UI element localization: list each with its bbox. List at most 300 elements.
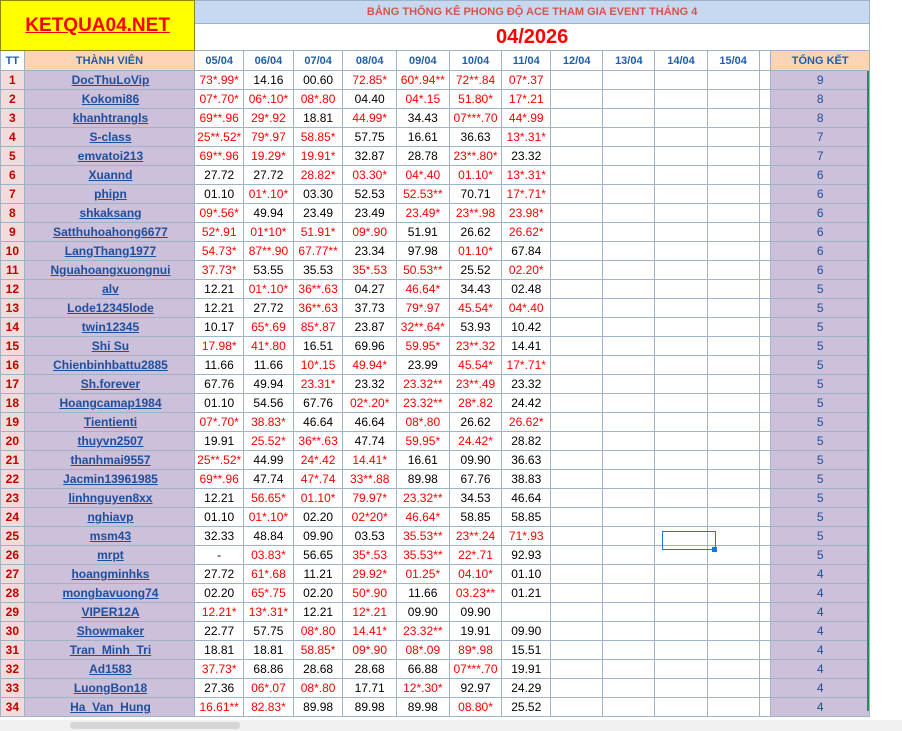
result-cell[interactable]: 23.31* (293, 375, 343, 394)
result-cell[interactable]: 67.84 (502, 242, 551, 261)
result-cell[interactable]: 23.99 (396, 356, 449, 375)
result-cell[interactable]: 23.49* (396, 204, 449, 223)
result-cell[interactable]: 08*.80 (293, 90, 343, 109)
empty-cell[interactable] (655, 109, 707, 128)
result-cell[interactable]: 07***.70 (449, 109, 502, 128)
result-cell[interactable]: 14.41* (343, 622, 397, 641)
result-cell[interactable]: 32.87 (343, 147, 397, 166)
empty-cell[interactable] (603, 147, 655, 166)
result-cell[interactable]: 36**.63 (293, 432, 343, 451)
member-name-link[interactable]: S-class (24, 128, 195, 147)
empty-cell[interactable] (655, 166, 707, 185)
empty-cell[interactable] (707, 394, 759, 413)
result-cell[interactable]: 34.43 (449, 280, 502, 299)
result-cell[interactable]: 01.25* (396, 565, 449, 584)
result-cell[interactable]: 09.90 (449, 451, 502, 470)
empty-cell[interactable] (707, 470, 759, 489)
result-cell[interactable]: 01*10* (244, 223, 294, 242)
total-score[interactable]: 5 (771, 489, 870, 508)
empty-cell[interactable] (551, 280, 603, 299)
total-score[interactable]: 4 (771, 698, 870, 717)
empty-cell[interactable] (707, 318, 759, 337)
result-cell[interactable]: 36**.63 (293, 299, 343, 318)
result-cell[interactable]: 08*.09 (396, 641, 449, 660)
result-cell[interactable]: 58.85* (293, 128, 343, 147)
result-cell[interactable]: 02.20 (195, 584, 244, 603)
result-cell[interactable]: 32**.64* (396, 318, 449, 337)
empty-cell[interactable] (551, 356, 603, 375)
result-cell[interactable]: 01.10* (293, 489, 343, 508)
result-cell[interactable]: 23.32 (343, 375, 397, 394)
result-cell[interactable]: 09*.56* (195, 204, 244, 223)
total-score[interactable]: 4 (771, 584, 870, 603)
empty-cell[interactable] (707, 679, 759, 698)
result-cell[interactable]: 26.62 (449, 223, 502, 242)
result-cell[interactable]: 44*.99 (502, 109, 551, 128)
empty-cell[interactable] (603, 90, 655, 109)
result-cell[interactable]: 03.30 (293, 185, 343, 204)
result-cell[interactable]: 01.10 (195, 508, 244, 527)
result-cell[interactable]: 38.83* (244, 413, 294, 432)
result-cell[interactable]: 23.49 (343, 204, 397, 223)
result-cell[interactable]: 02*.20* (343, 394, 397, 413)
empty-cell[interactable] (551, 299, 603, 318)
result-cell[interactable]: 59.95* (396, 432, 449, 451)
result-cell[interactable]: 08*.80 (293, 622, 343, 641)
empty-cell[interactable] (603, 109, 655, 128)
empty-cell[interactable] (551, 622, 603, 641)
total-score[interactable]: 6 (771, 242, 870, 261)
result-cell[interactable]: 17*.71* (502, 185, 551, 204)
result-cell[interactable]: 69**.96 (195, 147, 244, 166)
result-cell[interactable]: 27.72 (195, 166, 244, 185)
member-name-link[interactable]: VIPER12A (24, 603, 195, 622)
result-cell[interactable]: 23.32** (396, 375, 449, 394)
member-name-link[interactable]: Shi Su (24, 337, 195, 356)
total-score[interactable]: 6 (771, 185, 870, 204)
total-score[interactable]: 4 (771, 603, 870, 622)
result-cell[interactable]: 23.32** (396, 489, 449, 508)
result-cell[interactable]: 50*.90 (343, 584, 397, 603)
empty-cell[interactable] (707, 204, 759, 223)
result-cell[interactable]: 15.51 (502, 641, 551, 660)
result-cell[interactable]: 23**.98 (449, 204, 502, 223)
result-cell[interactable]: 14.16 (244, 71, 294, 90)
result-cell[interactable]: 37.73* (195, 660, 244, 679)
empty-cell[interactable] (603, 679, 655, 698)
empty-cell[interactable] (551, 223, 603, 242)
member-name-link[interactable]: shkaksang (24, 204, 195, 223)
result-cell[interactable]: 37.73* (195, 261, 244, 280)
result-cell[interactable]: 12.21 (195, 299, 244, 318)
empty-cell[interactable] (551, 394, 603, 413)
result-cell[interactable]: 01*.10* (244, 185, 294, 204)
empty-cell[interactable] (655, 584, 707, 603)
empty-cell[interactable] (551, 451, 603, 470)
result-cell[interactable]: 54.56 (244, 394, 294, 413)
empty-cell[interactable] (655, 508, 707, 527)
result-cell[interactable]: 66.88 (396, 660, 449, 679)
total-score[interactable]: 9 (771, 71, 870, 90)
empty-cell[interactable] (655, 204, 707, 223)
result-cell[interactable]: 61*.68 (244, 565, 294, 584)
result-cell[interactable]: 22.77 (195, 622, 244, 641)
result-cell[interactable]: 51.91 (396, 223, 449, 242)
member-name-link[interactable]: linhnguyen8xx (24, 489, 195, 508)
empty-cell[interactable] (655, 337, 707, 356)
result-cell[interactable]: 07*.70* (195, 413, 244, 432)
empty-cell[interactable] (707, 261, 759, 280)
empty-cell[interactable] (655, 90, 707, 109)
result-cell[interactable]: 67.76 (449, 470, 502, 489)
result-cell[interactable]: 67.76 (195, 375, 244, 394)
total-score[interactable]: 8 (771, 90, 870, 109)
result-cell[interactable]: 06*.07 (244, 679, 294, 698)
result-cell[interactable]: 01.10* (449, 242, 502, 261)
total-score[interactable]: 4 (771, 565, 870, 584)
result-cell[interactable]: 07*.37 (502, 71, 551, 90)
result-cell[interactable]: 32.33 (195, 527, 244, 546)
empty-cell[interactable] (551, 337, 603, 356)
result-cell[interactable]: 16.61 (396, 128, 449, 147)
result-cell[interactable]: 85*.87 (293, 318, 343, 337)
empty-cell[interactable] (655, 660, 707, 679)
result-cell[interactable]: 53.93 (449, 318, 502, 337)
empty-cell[interactable] (551, 147, 603, 166)
total-score[interactable]: 8 (771, 109, 870, 128)
result-cell[interactable]: 04*.15 (396, 90, 449, 109)
result-cell[interactable]: 46.64 (293, 413, 343, 432)
result-cell[interactable]: 51.91* (293, 223, 343, 242)
total-score[interactable]: 5 (771, 318, 870, 337)
result-cell[interactable]: 04*.40 (396, 166, 449, 185)
result-cell[interactable]: 17.71 (343, 679, 397, 698)
member-name-link[interactable]: alv (24, 280, 195, 299)
empty-cell[interactable] (707, 299, 759, 318)
empty-cell[interactable] (551, 166, 603, 185)
result-cell[interactable]: 27.72 (244, 299, 294, 318)
empty-cell[interactable] (655, 641, 707, 660)
member-name-link[interactable]: thanhmai9557 (24, 451, 195, 470)
member-name-link[interactable]: khanhtrangls (24, 109, 195, 128)
empty-cell[interactable] (707, 375, 759, 394)
empty-cell[interactable] (707, 90, 759, 109)
empty-cell[interactable] (707, 166, 759, 185)
result-cell[interactable]: 01.10 (195, 394, 244, 413)
result-cell[interactable]: 45.54* (449, 299, 502, 318)
result-cell[interactable]: 24.42* (449, 432, 502, 451)
result-cell[interactable]: 10.17 (195, 318, 244, 337)
empty-cell[interactable] (603, 622, 655, 641)
result-cell[interactable]: 29*.92 (244, 109, 294, 128)
total-score[interactable]: 5 (771, 337, 870, 356)
result-cell[interactable]: 46.64 (502, 489, 551, 508)
result-cell[interactable]: 28.78 (396, 147, 449, 166)
total-score[interactable]: 5 (771, 527, 870, 546)
empty-cell[interactable] (603, 641, 655, 660)
total-score[interactable]: 4 (771, 660, 870, 679)
result-cell[interactable]: 03.30* (343, 166, 397, 185)
result-cell[interactable]: 53.55 (244, 261, 294, 280)
result-cell[interactable]: 11.66 (396, 584, 449, 603)
result-cell[interactable]: 69**.96 (195, 109, 244, 128)
empty-cell[interactable] (551, 375, 603, 394)
result-cell[interactable]: 65*.69 (244, 318, 294, 337)
result-cell[interactable]: 70.71 (449, 185, 502, 204)
result-cell[interactable]: 22*.71 (449, 546, 502, 565)
result-cell[interactable]: 08.80* (449, 698, 502, 717)
result-cell[interactable]: 47*.74 (293, 470, 343, 489)
result-cell[interactable]: 79*.97 (244, 128, 294, 147)
result-cell[interactable]: 45.54* (449, 356, 502, 375)
total-score[interactable]: 7 (771, 128, 870, 147)
result-cell[interactable]: 02.20* (502, 261, 551, 280)
empty-cell[interactable] (603, 470, 655, 489)
total-score[interactable]: 7 (771, 147, 870, 166)
result-cell[interactable]: 25**.52* (195, 128, 244, 147)
result-cell[interactable]: 18.81 (195, 641, 244, 660)
result-cell[interactable]: 92.93 (502, 546, 551, 565)
empty-cell[interactable] (603, 299, 655, 318)
empty-cell[interactable] (551, 546, 603, 565)
result-cell[interactable]: 10*.15 (293, 356, 343, 375)
result-cell[interactable]: 72.85* (343, 71, 397, 90)
result-cell[interactable]: 51.80* (449, 90, 502, 109)
result-cell[interactable]: 01*.10* (244, 280, 294, 299)
result-cell[interactable]: 02.20 (293, 584, 343, 603)
result-cell[interactable]: 24.42 (502, 394, 551, 413)
empty-cell[interactable] (551, 432, 603, 451)
result-cell[interactable]: 17.98* (195, 337, 244, 356)
result-cell[interactable]: 23.98* (502, 204, 551, 223)
member-name-link[interactable]: Satthuhoahong6677 (24, 223, 195, 242)
empty-cell[interactable] (551, 508, 603, 527)
result-cell[interactable]: 12.21* (195, 603, 244, 622)
result-cell[interactable]: 35.53 (293, 261, 343, 280)
result-cell[interactable]: 23**.49 (449, 375, 502, 394)
result-cell[interactable]: 72**.84 (449, 71, 502, 90)
result-cell[interactable]: 28.82 (502, 432, 551, 451)
result-cell[interactable]: 54.73* (195, 242, 244, 261)
result-cell[interactable]: 03.23** (449, 584, 502, 603)
result-cell[interactable]: 19.91 (195, 432, 244, 451)
empty-cell[interactable] (707, 71, 759, 90)
result-cell[interactable]: 92.97 (449, 679, 502, 698)
empty-cell[interactable] (603, 71, 655, 90)
result-cell[interactable]: 73*.99* (195, 71, 244, 90)
result-cell[interactable]: 59.95* (396, 337, 449, 356)
empty-cell[interactable] (707, 508, 759, 527)
total-score[interactable]: 5 (771, 546, 870, 565)
empty-cell[interactable] (551, 204, 603, 223)
empty-cell[interactable] (551, 318, 603, 337)
member-name-link[interactable]: mongbavuong74 (24, 584, 195, 603)
result-cell[interactable]: 48.84 (244, 527, 294, 546)
result-cell[interactable]: 19.91 (502, 660, 551, 679)
result-cell[interactable]: 46.64* (396, 280, 449, 299)
empty-cell[interactable] (603, 546, 655, 565)
empty-cell[interactable] (551, 242, 603, 261)
empty-cell[interactable] (603, 660, 655, 679)
result-cell[interactable]: 25.52 (502, 698, 551, 717)
empty-cell[interactable] (707, 451, 759, 470)
result-cell[interactable]: 25.52* (244, 432, 294, 451)
result-cell[interactable]: 69**.96 (195, 470, 244, 489)
result-cell[interactable]: 16.51 (293, 337, 343, 356)
result-cell[interactable]: 18.81 (293, 109, 343, 128)
result-cell[interactable]: 34.53 (449, 489, 502, 508)
empty-cell[interactable] (551, 470, 603, 489)
result-cell[interactable]: 14.41* (343, 451, 397, 470)
total-score[interactable]: 6 (771, 204, 870, 223)
result-cell[interactable]: 87**.90 (244, 242, 294, 261)
result-cell[interactable]: 16.61 (396, 451, 449, 470)
result-cell[interactable]: 49.94 (244, 375, 294, 394)
empty-cell[interactable] (603, 451, 655, 470)
result-cell[interactable]: 09*.90 (343, 641, 397, 660)
result-cell[interactable]: 09*.90 (343, 223, 397, 242)
result-cell[interactable]: 52.53 (343, 185, 397, 204)
total-score[interactable]: 4 (771, 679, 870, 698)
result-cell[interactable]: 25**.52* (195, 451, 244, 470)
member-name-link[interactable]: Hoangcamap1984 (24, 394, 195, 413)
result-cell[interactable]: 57.75 (244, 622, 294, 641)
empty-cell[interactable] (655, 375, 707, 394)
brand-logo[interactable]: KETQUA04.NET (1, 1, 195, 51)
empty-cell[interactable] (603, 166, 655, 185)
result-cell[interactable]: 19.29* (244, 147, 294, 166)
total-score[interactable]: 5 (771, 280, 870, 299)
empty-cell[interactable] (707, 128, 759, 147)
empty-cell[interactable] (655, 147, 707, 166)
empty-cell[interactable] (551, 565, 603, 584)
total-score[interactable]: 5 (771, 375, 870, 394)
result-cell[interactable]: 44.99* (343, 109, 397, 128)
empty-cell[interactable] (707, 622, 759, 641)
result-cell[interactable]: 89*.98 (449, 641, 502, 660)
empty-cell[interactable] (603, 584, 655, 603)
empty-cell[interactable] (655, 185, 707, 204)
result-cell[interactable]: 01.21 (502, 584, 551, 603)
result-cell[interactable]: 09.90 (396, 603, 449, 622)
empty-cell[interactable] (551, 660, 603, 679)
member-name-link[interactable]: Tientienti (24, 413, 195, 432)
result-cell[interactable]: 03.53 (343, 527, 397, 546)
member-name-link[interactable]: LuongBon18 (24, 679, 195, 698)
result-cell[interactable]: 58.85 (449, 508, 502, 527)
result-cell[interactable]: 67.77** (293, 242, 343, 261)
result-cell[interactable]: 56.65 (293, 546, 343, 565)
empty-cell[interactable] (551, 109, 603, 128)
member-name-link[interactable]: Ha_Van_Hung (24, 698, 195, 717)
result-cell[interactable]: 09.90 (293, 527, 343, 546)
empty-cell[interactable] (707, 565, 759, 584)
result-cell[interactable]: 08*.80 (396, 413, 449, 432)
result-cell[interactable]: 03.83* (244, 546, 294, 565)
empty-cell[interactable] (603, 603, 655, 622)
member-name-link[interactable]: Showmaker (24, 622, 195, 641)
result-cell[interactable]: 13*.31* (502, 128, 551, 147)
result-cell[interactable]: 69.96 (343, 337, 397, 356)
member-name-link[interactable]: Ad1583 (24, 660, 195, 679)
total-score[interactable]: 4 (771, 622, 870, 641)
result-cell[interactable]: 46.64 (343, 413, 397, 432)
result-cell[interactable]: 18.81 (244, 641, 294, 660)
result-cell[interactable]: 23.32** (396, 622, 449, 641)
result-cell[interactable]: 28.82* (293, 166, 343, 185)
result-cell[interactable]: 56.65* (244, 489, 294, 508)
result-cell[interactable]: 12.21 (195, 280, 244, 299)
empty-cell[interactable] (655, 679, 707, 698)
member-name-link[interactable]: Lode12345lode (24, 299, 195, 318)
result-cell[interactable]: 04.10* (449, 565, 502, 584)
member-name-link[interactable]: mrpt (24, 546, 195, 565)
result-cell[interactable]: 24.29 (502, 679, 551, 698)
empty-cell[interactable] (655, 698, 707, 717)
result-cell[interactable]: 02*20* (343, 508, 397, 527)
result-cell[interactable]: 04*.40 (502, 299, 551, 318)
member-name-link[interactable]: Sh.forever (24, 375, 195, 394)
empty-cell[interactable] (551, 413, 603, 432)
result-cell[interactable]: 28.68 (343, 660, 397, 679)
result-cell[interactable]: 02.20 (293, 508, 343, 527)
result-cell[interactable]: 49.94 (244, 204, 294, 223)
member-name-link[interactable]: nghiavp (24, 508, 195, 527)
result-cell[interactable]: 12.21 (293, 603, 343, 622)
result-cell[interactable]: 82.83* (244, 698, 294, 717)
empty-cell[interactable] (655, 432, 707, 451)
result-cell[interactable]: 68.86 (244, 660, 294, 679)
result-cell[interactable]: 36.63 (449, 128, 502, 147)
member-name-link[interactable]: emvatoi213 (24, 147, 195, 166)
result-cell[interactable]: 12*.21 (343, 603, 397, 622)
result-cell[interactable]: 27.72 (195, 565, 244, 584)
result-cell[interactable]: 02.48 (502, 280, 551, 299)
result-cell[interactable]: 47.74 (343, 432, 397, 451)
result-cell[interactable]: 38.83 (502, 470, 551, 489)
empty-cell[interactable] (551, 489, 603, 508)
result-cell[interactable]: 89.98 (343, 698, 397, 717)
result-cell[interactable]: 47.74 (244, 470, 294, 489)
empty-cell[interactable] (603, 508, 655, 527)
result-cell[interactable]: 27.72 (244, 166, 294, 185)
empty-cell[interactable] (551, 603, 603, 622)
empty-cell[interactable] (707, 603, 759, 622)
empty-cell[interactable] (655, 318, 707, 337)
empty-cell[interactable] (655, 603, 707, 622)
result-cell[interactable]: 11.66 (244, 356, 294, 375)
empty-cell[interactable] (655, 280, 707, 299)
empty-cell[interactable] (707, 356, 759, 375)
result-cell[interactable]: 97.98 (396, 242, 449, 261)
member-name-link[interactable]: Jacmin13961985 (24, 470, 195, 489)
empty-cell[interactable] (502, 603, 551, 622)
empty-cell[interactable] (603, 185, 655, 204)
total-score[interactable]: 4 (771, 641, 870, 660)
empty-cell[interactable] (551, 128, 603, 147)
result-cell[interactable]: 01.10 (502, 565, 551, 584)
result-cell[interactable]: 23.32 (502, 375, 551, 394)
empty-cell[interactable] (603, 337, 655, 356)
empty-cell[interactable] (707, 337, 759, 356)
selected-cell[interactable] (662, 531, 716, 550)
result-cell[interactable]: 26.62* (502, 223, 551, 242)
result-cell[interactable]: 09.90 (449, 603, 502, 622)
empty-cell[interactable] (603, 204, 655, 223)
result-cell[interactable]: 12*.30* (396, 679, 449, 698)
result-cell[interactable]: 14.41 (502, 337, 551, 356)
result-cell[interactable]: 37.73 (343, 299, 397, 318)
